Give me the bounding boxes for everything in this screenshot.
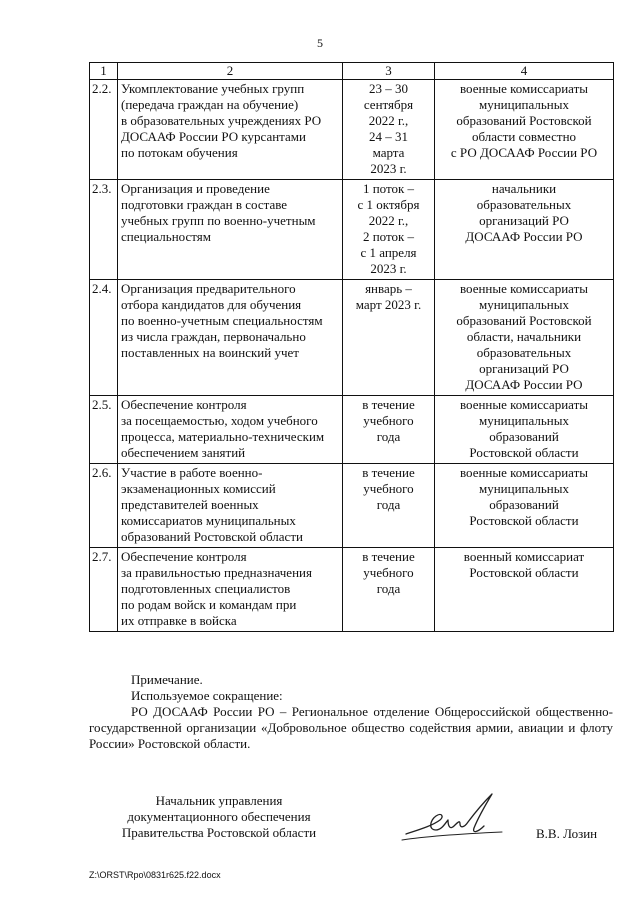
row-task: Обеспечение контроля за правильностью предназначения подготовленных специалистов по родам войск и командам при их отправке в войска bbox=[118, 548, 343, 632]
row-task: Организация предварительного отбора кандидатов для обучения по военно-учетным специальностям из числа граждан, первоначально поставленных на воинский учет bbox=[118, 280, 343, 396]
row-term: в течение учебного года bbox=[343, 464, 435, 548]
row-task: Участие в работе военно- экзаменационных комиссий представителей военных комиссариатов муниципальных образований Ростовской области bbox=[118, 464, 343, 548]
column-header: 4 bbox=[435, 63, 614, 80]
row-term: январь – март 2023 г. bbox=[343, 280, 435, 396]
row-number: 2.6. bbox=[90, 464, 118, 548]
row-number: 2.2. bbox=[90, 80, 118, 180]
row-number: 2.4. bbox=[90, 280, 118, 396]
column-header: 3 bbox=[343, 63, 435, 80]
row-responsible: начальники образовательных организаций РО ДОСААФ России РО bbox=[435, 180, 614, 280]
row-term: в течение учебного года bbox=[343, 548, 435, 632]
row-responsible: военные комиссариаты муниципальных образований Ростовской области bbox=[435, 396, 614, 464]
row-term: 1 поток – с 1 октября 2022 г., 2 поток – с 1 апреля 2023 г. bbox=[343, 180, 435, 280]
table-row bbox=[90, 464, 614, 548]
table-row bbox=[90, 396, 614, 464]
column-header: 2 bbox=[118, 63, 343, 80]
table-row bbox=[90, 280, 614, 396]
note-section bbox=[89, 672, 613, 752]
row-term: 23 – 30 сентября 2022 г., 24 – 31 марта 2023 г. bbox=[343, 80, 435, 180]
table-row bbox=[90, 80, 614, 180]
table-header-row bbox=[90, 63, 614, 80]
plan-table bbox=[89, 62, 614, 632]
row-number: 2.3. bbox=[90, 180, 118, 280]
table-row bbox=[90, 180, 614, 280]
note-heading: Примечание. bbox=[131, 672, 203, 687]
row-number: 2.5. bbox=[90, 396, 118, 464]
row-responsible: военные комиссариаты муниципальных образований Ростовской области bbox=[435, 464, 614, 548]
row-term: в течение учебного года bbox=[343, 396, 435, 464]
signatory-title: Начальник управления документационного обеспечения Правительства Ростовской области bbox=[121, 793, 317, 840]
row-task: Обеспечение контроля за посещаемостью, ходом учебного процесса, материально-техническим обеспечением занятий bbox=[118, 396, 343, 464]
table-row bbox=[90, 548, 614, 632]
page-number: 5 bbox=[317, 36, 323, 50]
note-subheading: Используемое сокращение: bbox=[131, 688, 283, 703]
row-task: Укомплектование учебных групп (передача граждан на обучение) в образовательных учреждениях РО ДОСААФ России РО курсантами по потокам обучения bbox=[118, 80, 343, 180]
file-path: Z:\ORST\Rpo\0831r625.f22.docx bbox=[89, 870, 221, 880]
note-text: РО ДОСААФ России РО – Региональное отделение Общероссийской общественно-государственной организации «Добровольное общество содействия армии, авиации и флоту России» Ростовской области. bbox=[89, 704, 613, 751]
signature-mark bbox=[398, 790, 508, 850]
row-responsible: военные комиссариаты муниципальных образований Ростовской области совместно с РО ДОСААФ России РО bbox=[435, 80, 614, 180]
signatory-name: В.В. Лозин bbox=[536, 826, 598, 841]
row-number: 2.7. bbox=[90, 548, 118, 632]
row-responsible: военные комиссариаты муниципальных образований Ростовской области, начальники образовательных организаций РО ДОСААФ России РО bbox=[435, 280, 614, 396]
column-header: 1 bbox=[90, 63, 118, 80]
row-task: Организация и проведение подготовки граждан в составе учебных групп по военно-учетным специальностям bbox=[118, 180, 343, 280]
row-responsible: военный комиссариат Ростовской области bbox=[435, 548, 614, 632]
